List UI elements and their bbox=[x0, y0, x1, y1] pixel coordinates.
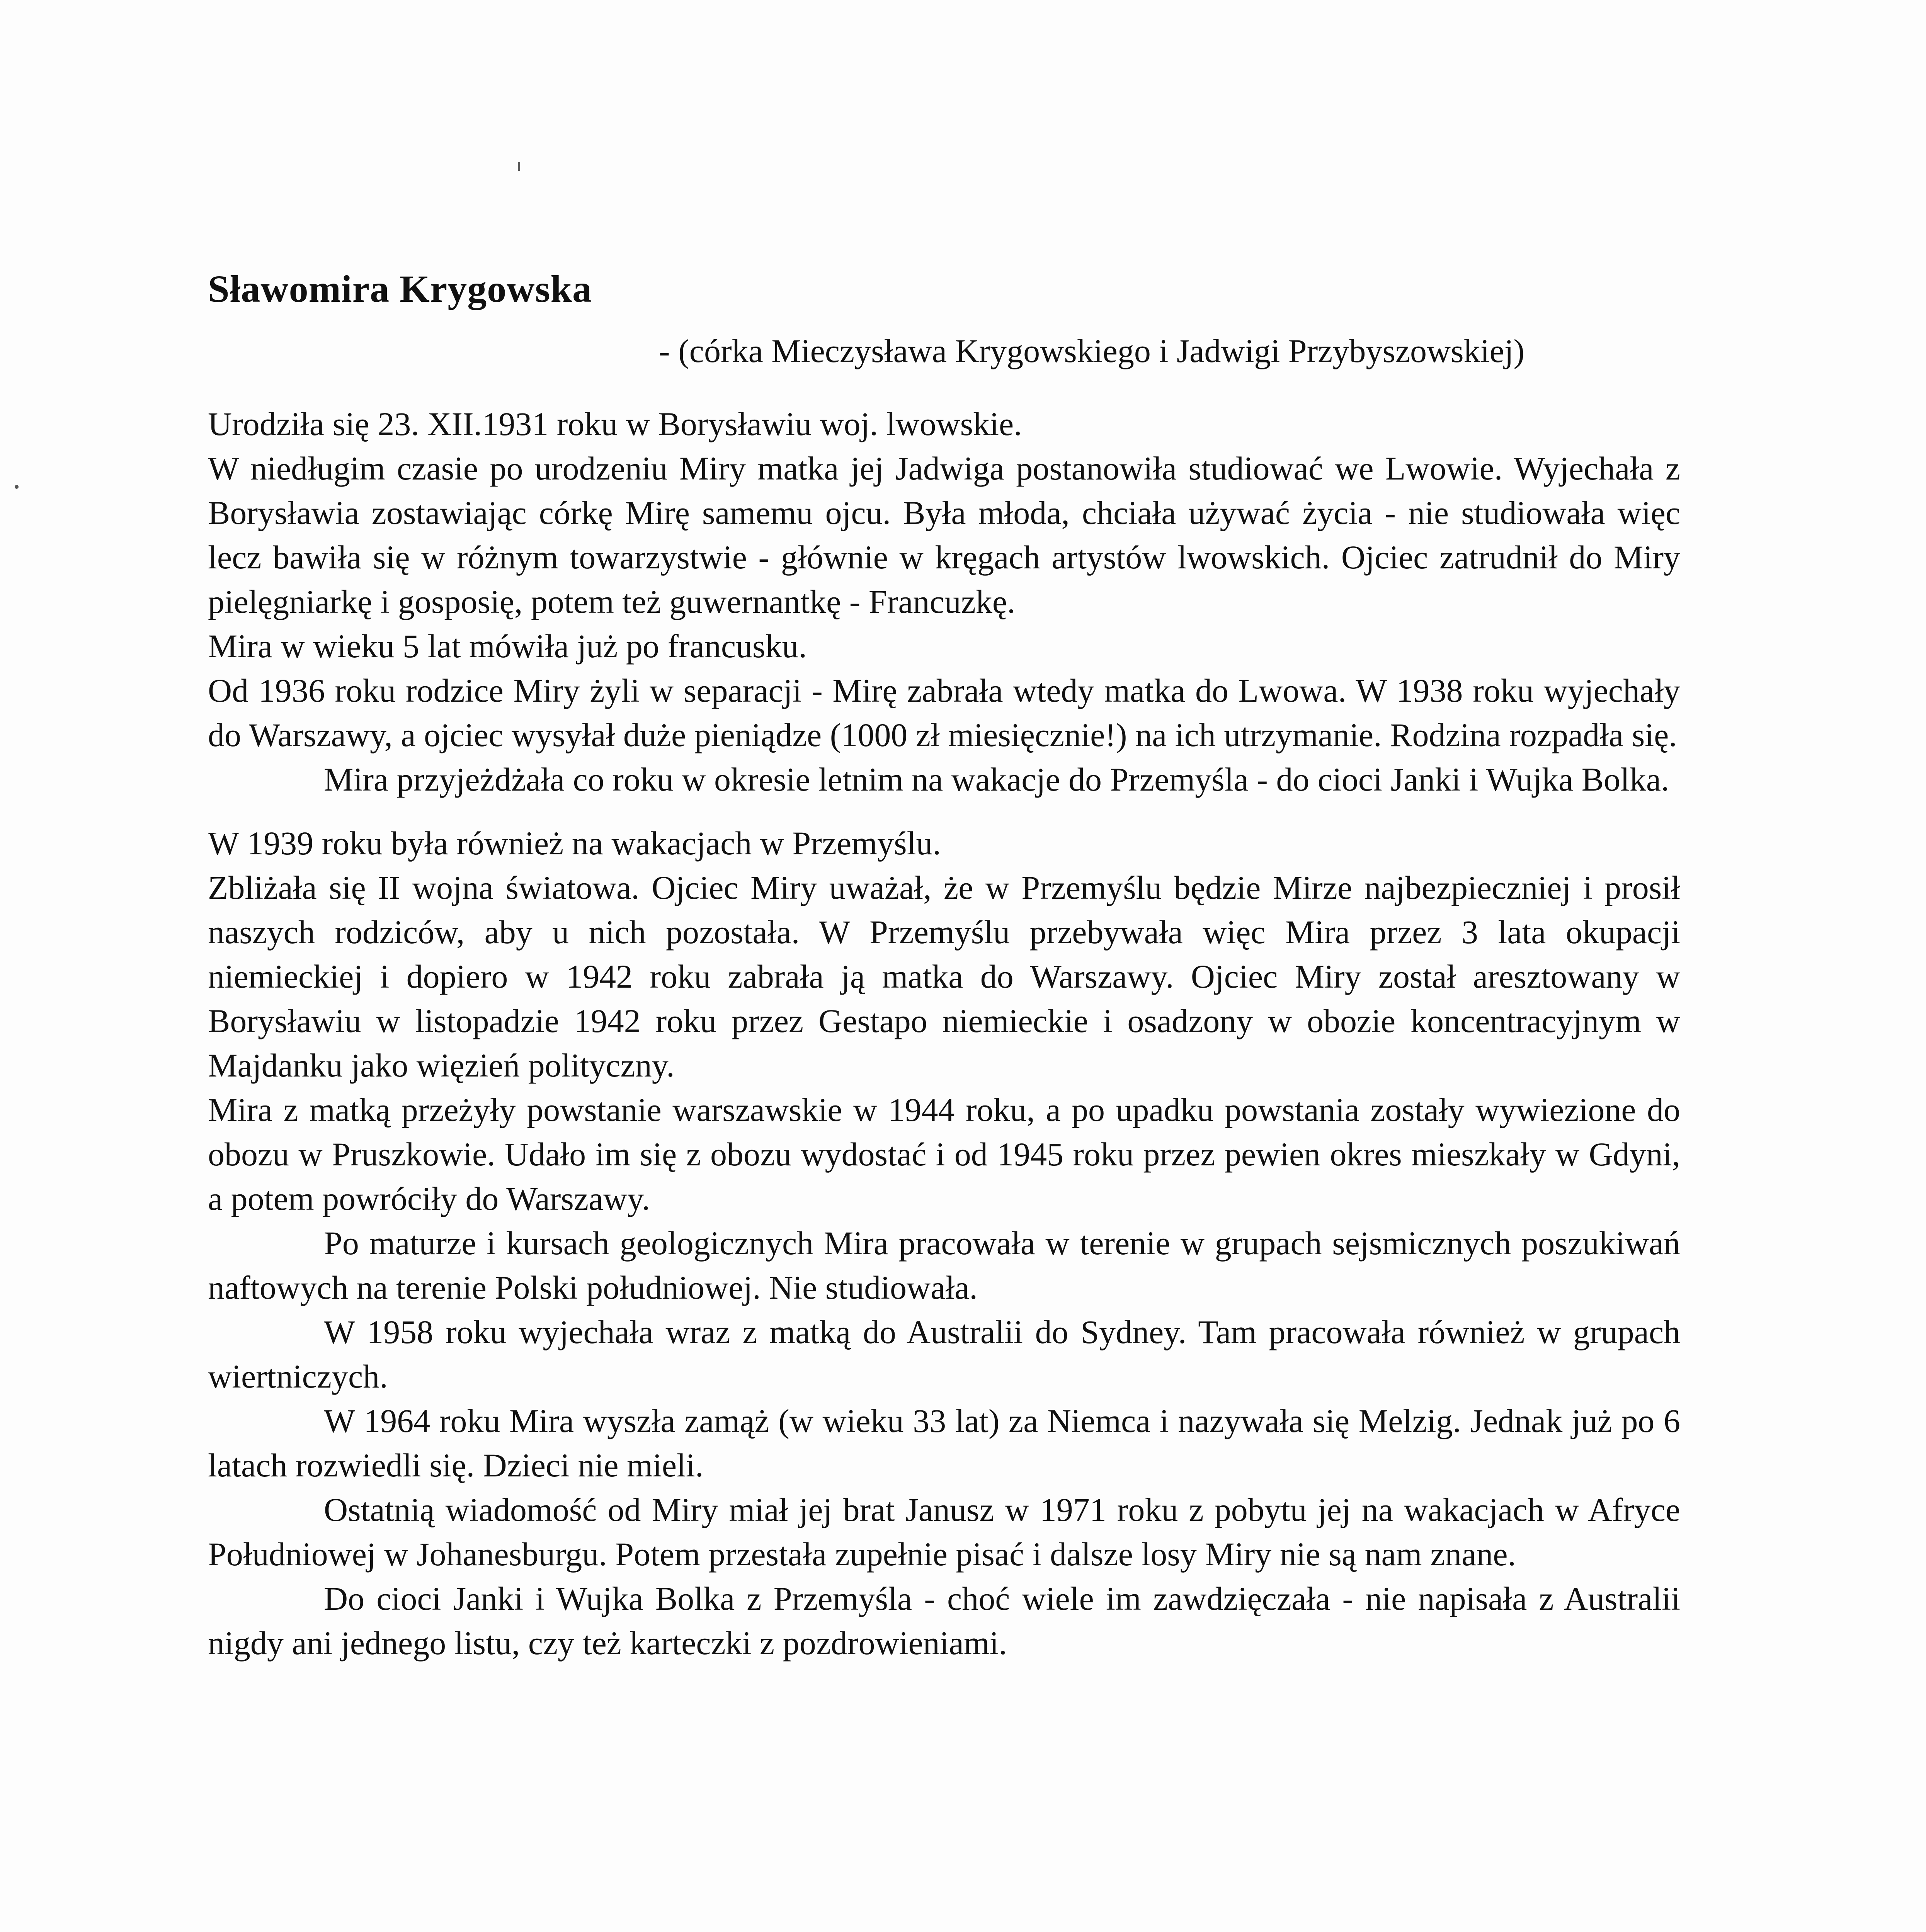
paragraph-no-letters: Do cioci Janki i Wujka Bolka z Przemyśla - choć wiele im zawdzięczała - nie napisała z Australii nigdy ani jednego listu, czy też karteczki z pozdrowieniami. bbox=[208, 1580, 1680, 1662]
paragraph-last-news: Ostatnią wiadomość od Miry miał jej brat Janusz w 1971 roku z pobytu jej na wakacjach w Afryce Południowej w Johanesburgu. Potem przestała zupełnie pisać i dalsze losy Miry nie są nam znane. bbox=[208, 1491, 1680, 1573]
paragraph-summer-visits: Mira przyjeżdżała co roku w okresie letnim na wakacje do Przemyśla - do cioci Janki i Wujka Bolka. bbox=[324, 761, 1669, 798]
paragraph-geology: Po maturze i kursach geologicznych Mira pracowała w terenie w grupach sejsmicznych poszukiwań naftowych na terenie Polski południowej. Nie studiowała. bbox=[208, 1225, 1680, 1306]
paragraph-separation: Od 1936 roku rodzice Miry żyli w separacji - Mirę zabrała wtedy matka do Lwowa. W 1938 roku wyjechały do Warszawy, a ojciec wysyłał duże pieniądze (1000 zł miesięcznie!) na ich utrzymanie. Rodzina rozpadła się. bbox=[208, 672, 1680, 753]
paragraph-1939: W 1939 roku była również na wakacjach w Przemyślu. bbox=[208, 825, 941, 862]
page-subtitle: - (córka Mieczysława Krygowskiego i Jadwigi Przybyszowskiej) bbox=[659, 332, 1525, 369]
scan-speck bbox=[15, 485, 19, 489]
paragraph-mother-lwow: W niedługim czasie po urodzeniu Miry matka jej Jadwiga postanowiła studiować we Lwowie. Wyjechała z Borysławia zostawiając córkę Mirę samemu ojcu. Była młoda, chciała używać życia - nie studiowała więc lecz bawiła się w różnym towarzystwie - głównie w kręgach artystów lwowskich. Ojciec zatrudnił do Miry pielęgniarkę i gosposię, potem też guwernantkę - Francuzkę. bbox=[208, 450, 1680, 620]
paragraph-uprising: Mira z matką przeżyły powstanie warszawskie w 1944 roku, a po upadku powstania zostały wywiezione do obozu w Pruszkowie. Udało im się z obozu wydostać i od 1945 roku przez pewien okres mieszkały w Gdyni, a potem powróciły do Warszawy. bbox=[208, 1091, 1680, 1217]
paragraph-war: Zbliżała się II wojna światowa. Ojciec Miry uważał, że w Przemyślu będzie Mirze najbezpieczniej i prosił naszych rodziców, aby u nich pozostała. W Przemyślu przebywała więc Mira przez 3 lata okupacji niemieckiej i dopiero w 1942 roku zabrała ją matka do Warszawy. Ojciec Miry został aresztowany w Borysławiu w listopadzie 1942 roku przez Gestapo niemieckie i osadzony w obozie koncentracyjnym w Majdanku jako więzień polityczny. bbox=[208, 869, 1680, 1084]
page-title: Sławomira Krygowska bbox=[208, 267, 592, 310]
paragraph-birth: Urodziła się 23. XII.1931 roku w Borysławiu woj. lwowskie. bbox=[208, 405, 1022, 442]
paragraph-marriage: W 1964 roku Mira wyszła zamąż (w wieku 33 lat) za Niemca i nazywała się Melzig. Jednak już po 6 latach rozwiedli się. Dzieci nie mieli. bbox=[208, 1402, 1680, 1484]
document-body bbox=[208, 402, 1680, 1665]
scan-speck bbox=[518, 162, 520, 171]
paragraph-french: Mira w wieku 5 lat mówiła już po francusku. bbox=[208, 628, 807, 665]
paragraph-australia: W 1958 roku wyjechała wraz z matką do Australii do Sydney. Tam pracowała również w grupach wiertniczych. bbox=[208, 1313, 1680, 1395]
